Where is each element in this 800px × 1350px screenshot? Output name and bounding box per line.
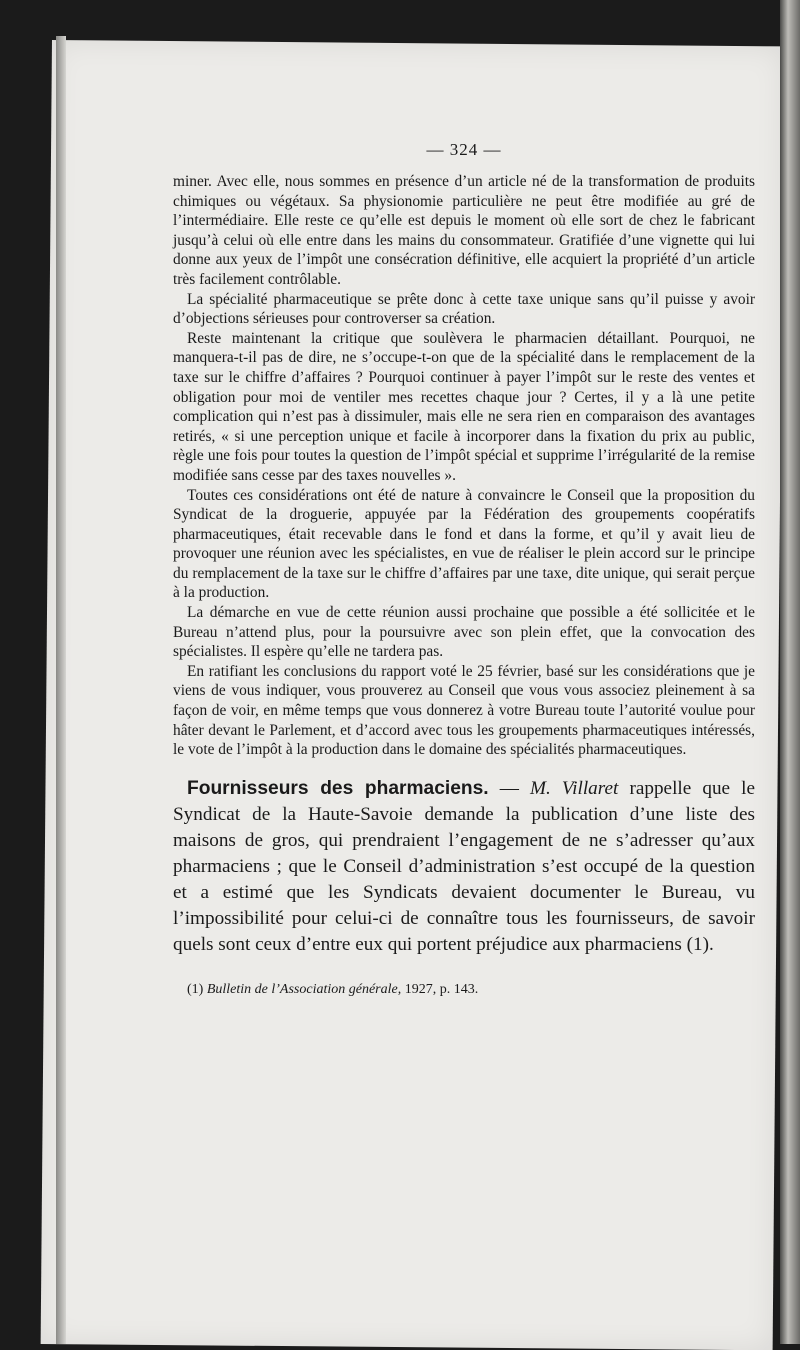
page-number: — 324 — [426,140,502,159]
footnote-source: Bulletin de l’Association générale [206,981,398,997]
page-content [173,140,755,999]
section-text: rappelle que le Syndicat de la Haute-Savoie demande la publication d’une liste des maisons de gros, qui prendraient l’engagement de ne s’adresser qu’aux pharmaciens ; que le Conseil d’administration s’est occupé de la question et a estimé que les Syndicats devaient documenter le Bureau, vu l’impossibilité pour celui-ci de connaître tous les fournisseurs, de savoir quels sont ceux d’entre eux qui portent préjudice aux pharmaciens (1). [173,777,756,955]
footnote [173,981,755,999]
paragraph: Reste maintenant la critique que soulèvera le pharmacien détaillant. Pourquoi, ne manquera-t-il pas de dire, ne s’occupe-t-on que de la spécialité dans le remplacement de la taxe sur le chiffre d’affaires ? Pourquoi continuer à payer l’impôt sur le reste des ventes et obligation pour moi de ventiler mes recettes chaque jour ? Certes, il y a là une petite complication qui n’est pas à dissimuler, mais elle ne sera rien en comparaison des avantages retirés, « si une perception unique et facile à incorporer dans la fixation du prix au public, règle une fois pour toutes la question de l’impôt spécial et supprime l’irrégularité de la remise modifiée sans cesse par des taxes nouvelles ». [173,329,755,484]
paragraph: En ratifiant les conclusions du rapport voté le 25 février, basé sur les considérations que je viens de vous indiquer, vous prouverez au Conseil que vous vous associez pleinement à sa façon de voir, en même temps que vous donnerez à votre Bureau toute l’autorité voulue pour hâter devant le Parlement, et d’accord avec tous les groupements pharmaceutiques intéressés, le vote de l’impôt à la production dans le domaine des spécialités pharmaceutiques. [173,662,755,759]
section-fournisseurs [173,776,755,958]
section-paragraph [173,776,755,958]
section-person: M. Villaret [529,777,619,799]
body-text [173,172,755,760]
adjacent-page-edge [780,0,800,1344]
footnote-separator [173,972,293,973]
footnote-rest: , 1927, p. 143. [397,981,479,997]
section-title: Fournisseurs des pharmaciens. [187,777,489,799]
paragraph: La démarche en vue de cette réunion aussi prochaine que possible a été sollicitée et le Bureau n’attend plus, pour la poursuivre avec son plein effet, que la convocation des spécialistes. Il espère qu’elle ne tardera pas. [173,604,755,661]
footnote-marker: (1) [187,981,207,997]
paragraph: La spécialité pharmaceutique se prête donc à cette taxe unique sans qu’il puisse y avoir d’objections sérieuses pour controverser sa création. [173,290,755,328]
section-dash: — [488,777,530,799]
paragraph: miner. Avec elle, nous sommes en présence d’un article né de la transformation de produits chimiques ou végétaux. Sa physionomie particulière ne peut être modifiée au gré de l’intermédiaire. Elle reste ce qu’elle est depuis le moment où elle sort de chez le fabricant jusqu’à celui où elle entre dans les mains du consommateur. Gratifiée d’une vignette qui lui donne aux yeux de l’impôt une consécration définitive, elle acquiert la propriété d’un article très facilement contrôlable. [173,173,755,288]
paragraph: Toutes ces considérations ont été de nature à convaincre le Conseil que la proposition du Syndicat de la droguerie, appuyée par la Fédération des groupements coopératifs pharmaceutiques, était recevable dans le fond et dans la forme, et qu’il y avait lieu de provoquer une réunion avec les spécialistes, en vue de réaliser le plein accord sur le principe du remplacement de la taxe sur le chiffre d’affaires par une taxe, dite unique, qui serait perçue à la production. [173,486,755,602]
page-binding-edge [56,36,66,1344]
